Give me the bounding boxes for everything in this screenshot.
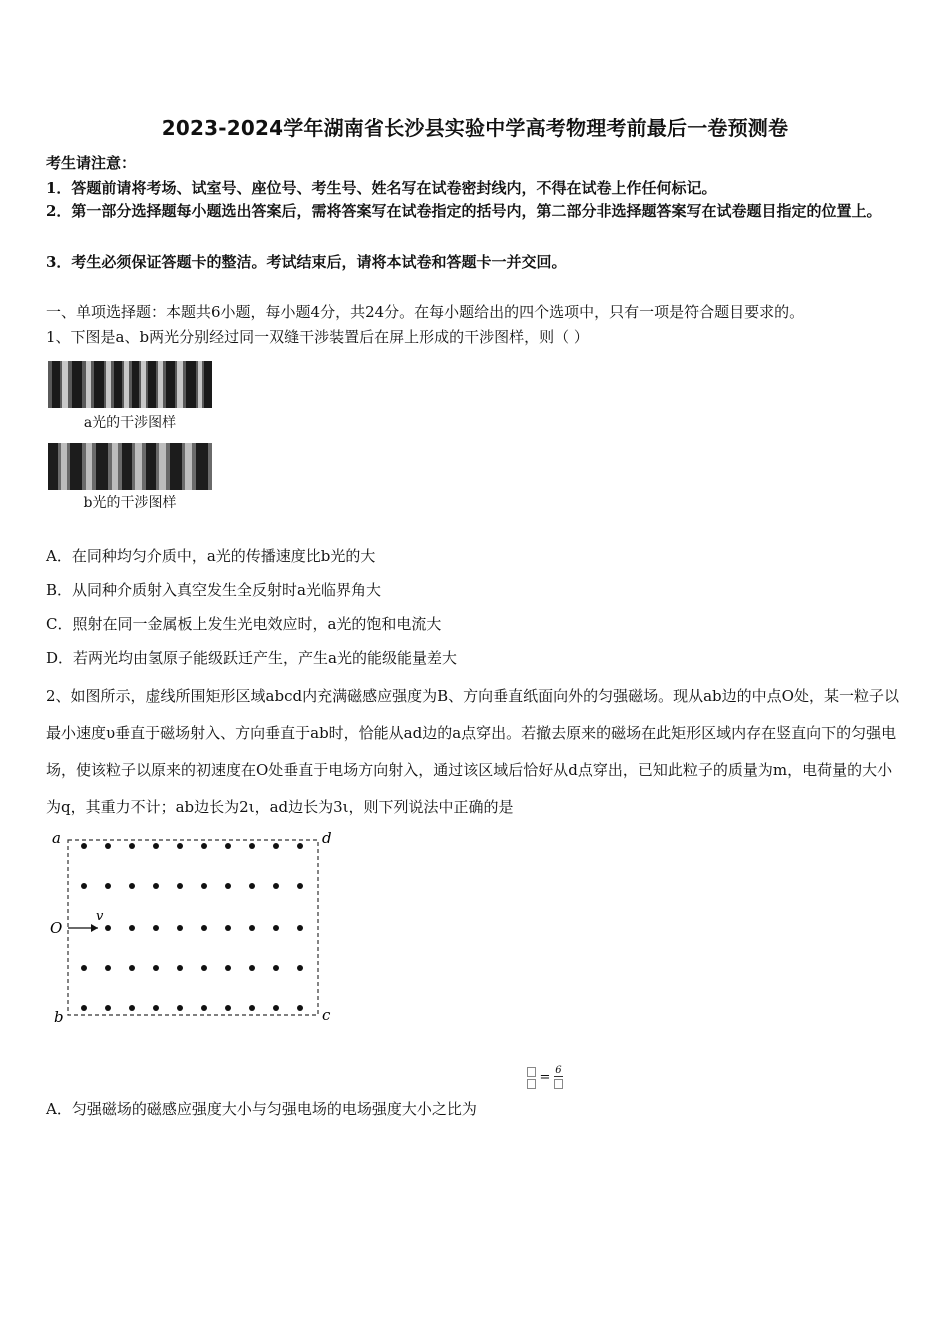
field-dot <box>105 883 111 889</box>
caption-a: a光的干涉图样 <box>83 415 177 431</box>
fringe-pattern-b <box>48 443 212 490</box>
field-dot <box>153 925 159 931</box>
equals-sign: = <box>539 1070 551 1085</box>
question-stem: 1、下图是a、b两光分别经过同一双缝干涉装置后在屏上形成的干涉图样，则（ ） <box>46 328 589 346</box>
label-d: d <box>322 829 332 847</box>
question-stem: 2、如图所示，虚线所围矩形区域abcd内充满磁感应强度为B、方向垂直纸面向外的匀强磁场。现从ab边的中点O处，某一粒子以最小速度υ垂直于磁场射入、方向垂直于ab时，恰能从ad边的a点穿出。若撤去原来的磁场在此矩形区域内存在竖直向下的匀强电场，使该粒子以原来的初速度在O处垂直于电场方向射入，通过该区域后恰好从d点穿出，已知此粒子的质量为m，电荷量的大小为q，其重力不计；ab边长为2ι，ad边长为3ι，则下列说法中正确的是 <box>46 687 899 816</box>
option-d: D．若两光均由氢原子能级跃迁产生，产生a光的能级能量差大 <box>46 649 457 667</box>
field-dot <box>225 965 231 971</box>
caption-b: b光的干涉图样 <box>83 495 177 511</box>
field-dot <box>129 925 135 931</box>
ratio-formula <box>527 1066 563 1089</box>
option-b: B．从同种介质射入真空发生全反射时a光临界角大 <box>46 581 381 599</box>
field-dot <box>273 843 279 849</box>
notice-item: 1．答题前请将考场、试室号、座位号、考生号、姓名写在试卷密封线内，不得在试卷上作任何标记。 <box>46 179 717 197</box>
field-dot <box>81 965 87 971</box>
field-dot <box>177 965 183 971</box>
field-dot <box>129 965 135 971</box>
field-dot <box>225 883 231 889</box>
option-a: A．在同种均匀介质中，a光的传播速度比b光的大 <box>46 547 376 565</box>
field-dot <box>249 1005 255 1011</box>
field-dot <box>177 883 183 889</box>
label-v: v <box>96 909 104 924</box>
field-dot <box>177 1005 183 1011</box>
option-c: C．照射在同一金属板上发生光电效应时，a光的饱和电流大 <box>46 615 442 633</box>
field-dot <box>273 925 279 931</box>
section-heading: 一、单项选择题：本题共6小题，每小题4分，共24分。在每小题给出的四个选项中，只有一项是符合题目要求的。 <box>46 303 805 321</box>
label-b: b <box>54 1008 64 1026</box>
field-dot <box>153 1005 159 1011</box>
field-dot <box>249 925 255 931</box>
notice-item: 3．考生必须保证答题卡的整洁。考试结束后，请将本试卷和答题卡一并交回。 <box>46 253 567 271</box>
field-dot <box>153 843 159 849</box>
field-dot <box>129 843 135 849</box>
option-a: A．匀强磁场的磁感应强度大小与匀强电场的电场强度大小之比为 <box>46 1100 477 1118</box>
field-dot <box>201 965 207 971</box>
notice-header: 考生请注意： <box>46 154 137 172</box>
field-dot <box>129 883 135 889</box>
field-dot <box>201 925 207 931</box>
field-dot <box>201 1005 207 1011</box>
page-title: 2023-2024学年湖南省长沙县实验中学高考物理考前最后一卷预测卷 <box>161 116 789 140</box>
field-dot <box>153 965 159 971</box>
field-dot <box>81 843 87 849</box>
field-dot <box>249 883 255 889</box>
fraction-numerator: 6 <box>555 1065 562 1076</box>
field-dot <box>105 1005 111 1011</box>
field-dot <box>105 925 111 931</box>
field-dot <box>297 843 303 849</box>
fringe-pattern-a <box>48 361 212 408</box>
field-dot <box>225 1005 231 1011</box>
field-dot <box>81 883 87 889</box>
field-dot <box>225 925 231 931</box>
field-dot <box>177 843 183 849</box>
field-dot <box>105 965 111 971</box>
field-dot <box>225 843 231 849</box>
label-o: O <box>50 919 63 937</box>
field-dot <box>105 843 111 849</box>
field-dot <box>177 925 183 931</box>
field-dot <box>201 843 207 849</box>
field-dot <box>273 883 279 889</box>
label-a: a <box>52 829 61 847</box>
field-dot <box>201 883 207 889</box>
field-dot <box>273 1005 279 1011</box>
field-dot <box>81 1005 87 1011</box>
field-dot <box>249 843 255 849</box>
notice-item: 2．第一部分选择题每小题选出答案后，需将答案写在试卷指定的括号内，第二部分非选择题答案写在试卷题目指定的位置上。 <box>46 202 882 220</box>
field-dot <box>273 965 279 971</box>
field-dot <box>297 1005 303 1011</box>
field-dot <box>297 925 303 931</box>
field-dot <box>297 883 303 889</box>
field-dot <box>297 965 303 971</box>
field-dot <box>129 1005 135 1011</box>
label-c: c <box>322 1006 331 1024</box>
field-dot <box>153 883 159 889</box>
magnetic-field-figure <box>46 828 346 1028</box>
field-dot <box>249 965 255 971</box>
